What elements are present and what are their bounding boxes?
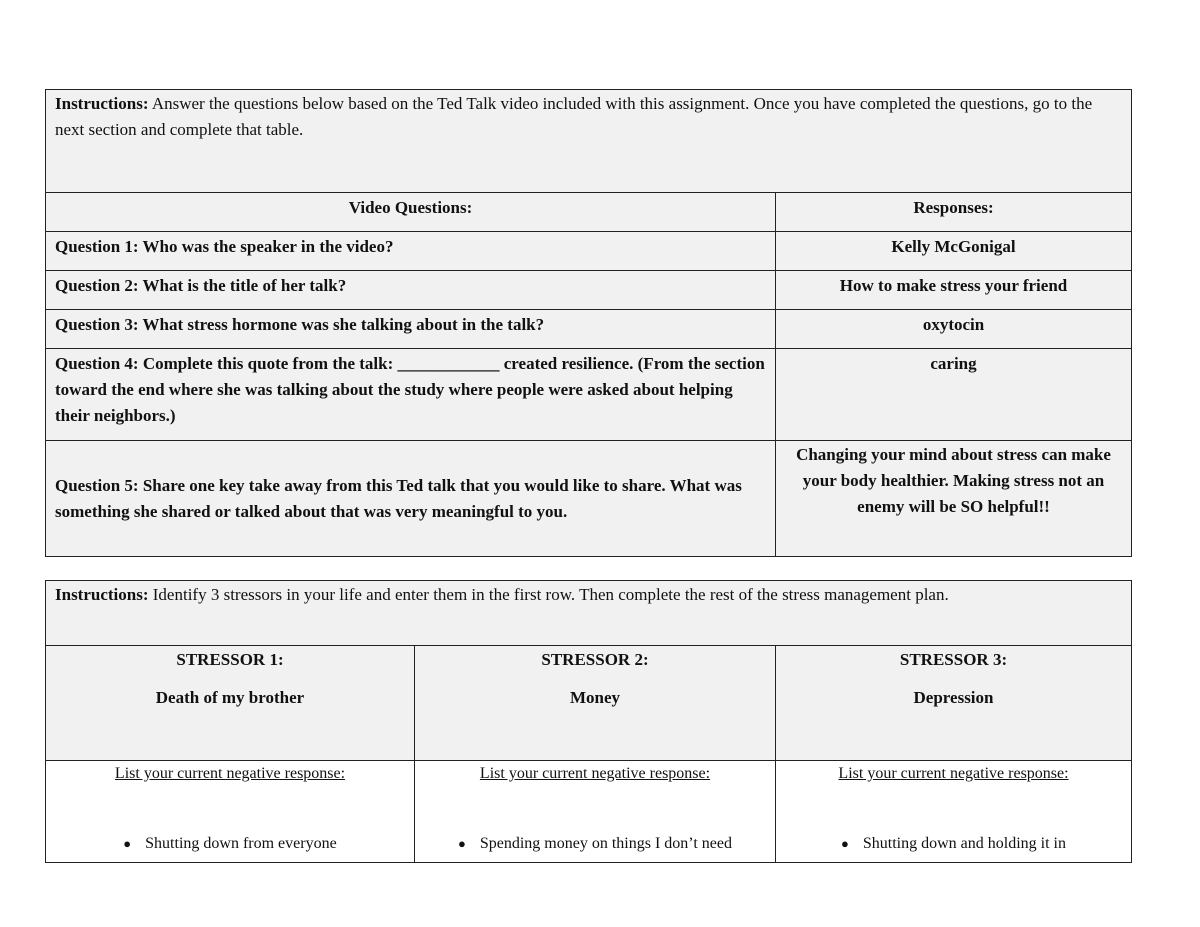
table-row [46, 232, 1132, 271]
table-row [46, 271, 1132, 310]
response-3: oxytocin [776, 310, 1132, 349]
list-item [785, 831, 1122, 857]
stressor-3-name: Depression [913, 688, 994, 707]
header-responses: Responses: [776, 193, 1132, 232]
header-row [46, 193, 1132, 232]
negative-response-2-cell [415, 761, 776, 863]
question-4: Question 4: Complete this quote from the talk: ____________ created resilience. (From the section toward the end where she was talking about the study where people were asked about helping their neighbors.) [46, 349, 776, 441]
table-row [46, 310, 1132, 349]
instructions-text: Answer the questions below based on the Ted Talk video included with this assignment. Once you have completed the questions, go to the next section and complete that table. [55, 94, 1093, 139]
table-row [46, 441, 1132, 557]
negative-response-2-text: Spending money on things I don’t need [479, 835, 732, 852]
stress-management-table [45, 580, 1132, 863]
stressor-1-label: STRESSOR 1: [176, 650, 284, 669]
stressor-2-label: STRESSOR 2: [541, 650, 649, 669]
instructions-cell [46, 90, 1132, 193]
video-questions-table [45, 89, 1132, 557]
stressor-1-cell [46, 646, 415, 761]
list-item [55, 831, 405, 857]
negative-response-3-cell [776, 761, 1132, 863]
bullet-icon: ● [458, 836, 466, 851]
negative-response-row [46, 761, 1132, 863]
question-1: Question 1: Who was the speaker in the video? [46, 232, 776, 271]
negative-response-label: List your current negative response: [479, 765, 711, 782]
stressor-3-cell [776, 646, 1132, 761]
instructions-row [46, 581, 1132, 646]
instructions-cell [46, 581, 1132, 646]
stressors-row [46, 646, 1132, 761]
response-2: How to make stress your friend [776, 271, 1132, 310]
stressor-2-cell [415, 646, 776, 761]
bullet-icon: ● [841, 836, 849, 851]
negative-response-3-text: Shutting down and holding it in [862, 835, 1066, 852]
question-3: Question 3: What stress hormone was she talking about in the talk? [46, 310, 776, 349]
bullet-icon: ● [123, 836, 132, 851]
negative-response-1-cell [46, 761, 415, 863]
instructions-row [46, 90, 1132, 193]
question-5: Question 5: Share one key take away from this Ted talk that you would like to share. What was something she shared or talked about that was very meaningful to you. [46, 441, 776, 557]
response-5: Changing your mind about stress can make your body healthier. Making stress not an enemy will be SO helpful!! [776, 441, 1132, 557]
table-row [46, 349, 1132, 441]
stressor-3-label: STRESSOR 3: [899, 650, 1008, 669]
negative-response-1-text: Shutting down from everyone [145, 835, 337, 852]
response-4: caring [776, 349, 1132, 441]
header-video-questions: Video Questions: [46, 193, 776, 232]
negative-response-label: List your current negative response: [838, 765, 1069, 782]
instructions-label: Instructions: [55, 94, 149, 113]
response-1: Kelly McGonigal [776, 232, 1132, 271]
stressor-2-name: Money [569, 688, 621, 707]
instructions-label: Instructions: [55, 585, 149, 604]
instructions-text: Identify 3 stressors in your life and enter them in the first row. Then complete the rest of the stress management plan. [148, 585, 949, 604]
stressor-1-name: Death of my brother [155, 688, 305, 707]
question-2: Question 2: What is the title of her talk? [46, 271, 776, 310]
negative-response-label: List your current negative response: [114, 765, 346, 782]
list-item [424, 831, 766, 857]
